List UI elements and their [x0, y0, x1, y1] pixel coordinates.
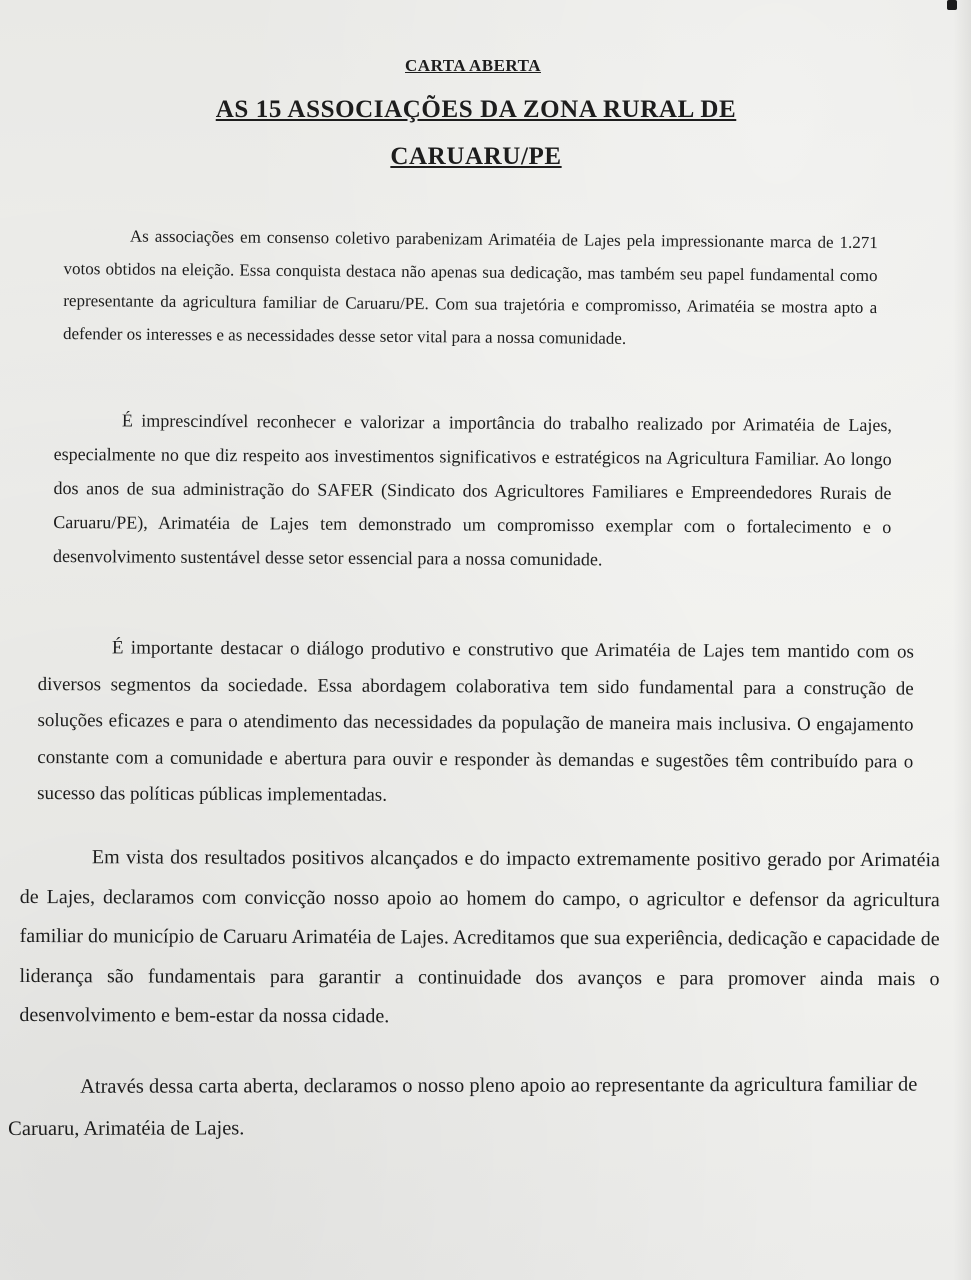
page-edge-shadow — [953, 0, 971, 1280]
paragraph-4: Em vista dos resultados positivos alcançados e do impacto extremamente positivo gerado por Arimatéia de Lajes, declaramos com convicção nosso apoio ao homem do campo, o agricultor e defensor da agricultura familiar do município de Caruaru Arimatéia de Lajes. Acreditamos que sua experiência, dedicação e capacidade de liderança são fundamentais para garantir a continuidade dos avanços e para promover ainda mais o desenvolvimento e bem-estar da nossa cidade. — [19, 846, 940, 1028]
paragraph-2: É imprescindível reconhecer e valorizar a importância do trabalho realizado por Arimatéia de Lajes, especialmente no que diz respeito aos investimentos significativos e estratégicos na Agricultura Familiar. Ao longo dos anos de sua administração do SAFER (Sindicato dos Agricultores Familiares e Empreendedores Rurais de Caruaru/PE), Arimatéia de Lajes tem demonstrado um compromisso exemplar com o fortalecimento e o desenvolvimento sustentável desse setor essencial para a nossa comunidade. — [53, 410, 892, 570]
paragraph-5: Através dessa carta aberta, declaramos o nosso pleno apoio ao representante da agricultura familiar de Caruaru, Arimatéia de Lajes. — [8, 1073, 918, 1140]
document-title-line-2: CARUARU/PE — [390, 143, 562, 170]
corner-mark — [947, 0, 957, 10]
paragraph-1: As associações em consenso coletivo parabenizam Arimatéia de Lajes pela impressionante marca de 1.271 votos obtidos na eleição. Essa conquista destaca não apenas sua dedicação, mas também seu papel fundamental como representante da agricultura familiar de Caruaru/PE. Com sua trajetória e compromisso, Arimatéia se mostra apto a defender os interesses e as necessidades desse setor vital para a nossa comunidade. — [62, 226, 878, 348]
document-kicker: CARTA ABERTA — [405, 56, 541, 75]
document-title-line-1: AS 15 ASSOCIAÇÕES DA ZONA RURAL DE — [215, 96, 737, 123]
paragraph-3: É importante destacar o diálogo produtivo e construtivo que Arimatéia de Lajes tem mantido com os diversos segmentos da sociedade. Essa abordagem colaborativa tem sido fundamental para a construção de soluções eficazes e para o atendimento das necessidades da população de maneira mais inclusiva. O engajamento constante com a comunidade e abertura para ouvir e responder às demandas e sugestões têm contribuído para o sucesso das políticas públicas implementadas. — [37, 637, 914, 806]
